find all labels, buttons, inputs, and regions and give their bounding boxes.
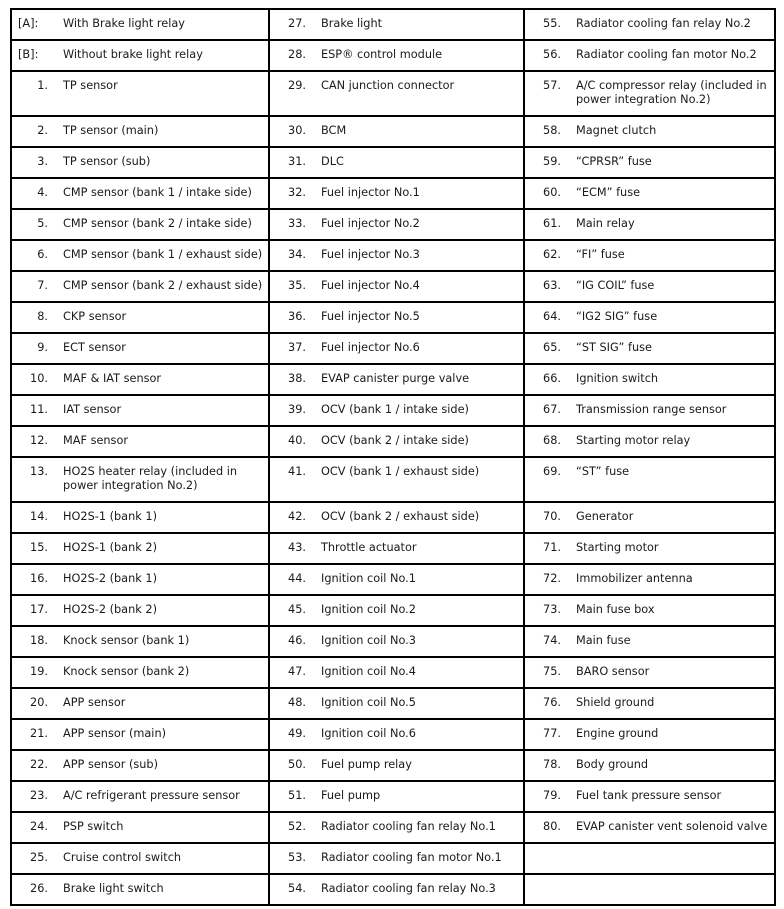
item-number: 40. bbox=[288, 434, 306, 447]
legend-cell bbox=[524, 688, 775, 719]
item-description: Generator bbox=[576, 510, 634, 523]
item-number: 39. bbox=[288, 403, 306, 416]
item-description: Radiator cooling fan relay No.3 bbox=[321, 882, 496, 895]
item-description: Throttle actuator bbox=[321, 541, 417, 554]
item-description: Ignition switch bbox=[576, 372, 659, 385]
item-description: Radiator cooling fan motor No.2 bbox=[576, 48, 757, 61]
item-number: 16. bbox=[30, 572, 48, 585]
legend-cell bbox=[524, 781, 775, 812]
item-number: 67. bbox=[543, 403, 561, 416]
item-number: 14. bbox=[30, 510, 48, 523]
item-description: EVAP canister vent solenoid valve bbox=[576, 820, 768, 833]
legend-cell bbox=[269, 333, 524, 364]
item-description: Transmission range sensor bbox=[576, 403, 727, 416]
item-description: MAF & IAT sensor bbox=[63, 372, 162, 385]
item-number: 37. bbox=[288, 341, 306, 354]
legend-cell bbox=[269, 533, 524, 564]
legend-cell bbox=[269, 71, 524, 116]
legend-cell bbox=[524, 812, 775, 843]
item-number: 7. bbox=[37, 279, 48, 292]
legend-cell bbox=[269, 750, 524, 781]
item-description: TP sensor (main) bbox=[63, 124, 159, 137]
item-number: 5. bbox=[37, 217, 48, 230]
legend-cell bbox=[524, 147, 775, 178]
item-number: [B]: bbox=[18, 48, 39, 61]
item-description: Main fuse bbox=[576, 634, 631, 647]
item-number: 43. bbox=[288, 541, 306, 554]
legend-cell bbox=[524, 302, 775, 333]
item-number: 32. bbox=[288, 186, 306, 199]
item-description: Brake light bbox=[321, 17, 383, 30]
legend-cell bbox=[11, 395, 269, 426]
item-description: Starting motor bbox=[576, 541, 659, 554]
item-number: 47. bbox=[288, 665, 306, 678]
legend-cell bbox=[269, 812, 524, 843]
item-number: 38. bbox=[288, 372, 306, 385]
item-description: CMP sensor (bank 2 / exhaust side) bbox=[63, 279, 263, 292]
item-number: [A]: bbox=[18, 17, 39, 30]
item-number: 55. bbox=[543, 17, 561, 30]
item-description: Ignition coil No.5 bbox=[321, 696, 416, 709]
item-description: Magnet clutch bbox=[576, 124, 657, 137]
legend-cell bbox=[269, 178, 524, 209]
item-number: 34. bbox=[288, 248, 306, 261]
legend-cell bbox=[11, 9, 269, 40]
item-description: Fuel injector No.2 bbox=[321, 217, 420, 230]
legend-cell bbox=[269, 240, 524, 271]
item-number: 59. bbox=[543, 155, 561, 168]
legend-cell bbox=[11, 750, 269, 781]
item-description: Fuel pump bbox=[321, 789, 381, 802]
legend-cell bbox=[269, 395, 524, 426]
item-number: 65. bbox=[543, 341, 561, 354]
item-description: Shield ground bbox=[576, 696, 655, 709]
legend-cell bbox=[524, 40, 775, 71]
legend-cell bbox=[524, 395, 775, 426]
legend-row bbox=[11, 147, 775, 178]
item-description: Fuel injector No.6 bbox=[321, 341, 420, 354]
legend-row bbox=[11, 812, 775, 843]
legend-cell bbox=[11, 364, 269, 395]
item-description: “IG COIL” fuse bbox=[576, 279, 655, 292]
legend-row bbox=[11, 9, 775, 40]
item-number: 53. bbox=[288, 851, 306, 864]
item-description: Engine ground bbox=[576, 727, 659, 740]
legend-cell bbox=[269, 688, 524, 719]
item-number: 58. bbox=[543, 124, 561, 137]
item-description: Brake light switch bbox=[63, 882, 164, 895]
item-number: 73. bbox=[543, 603, 561, 616]
item-number: 26. bbox=[30, 882, 48, 895]
legend-row bbox=[11, 364, 775, 395]
legend-cell bbox=[269, 502, 524, 533]
legend-row bbox=[11, 626, 775, 657]
item-description: Main relay bbox=[576, 217, 635, 230]
item-number: 12. bbox=[30, 434, 48, 447]
item-number: 13. bbox=[30, 465, 48, 478]
item-number: 4. bbox=[37, 186, 48, 199]
item-description: With Brake light relay bbox=[63, 17, 185, 30]
item-description: APP sensor (sub) bbox=[63, 758, 159, 771]
legend-cell bbox=[269, 302, 524, 333]
item-number: 71. bbox=[543, 541, 561, 554]
legend-cell bbox=[524, 333, 775, 364]
item-description: “ST SIG” fuse bbox=[576, 341, 652, 354]
legend-row bbox=[11, 178, 775, 209]
legend-cell bbox=[11, 533, 269, 564]
legend-cell bbox=[524, 271, 775, 302]
legend-row bbox=[11, 750, 775, 781]
legend-cell bbox=[524, 657, 775, 688]
item-number: 21. bbox=[30, 727, 48, 740]
item-number: 17. bbox=[30, 603, 48, 616]
item-description: CKP sensor bbox=[63, 310, 127, 323]
legend-cell bbox=[269, 147, 524, 178]
item-description: TP sensor (sub) bbox=[63, 155, 151, 168]
item-description: BCM bbox=[321, 124, 347, 137]
item-number: 49. bbox=[288, 727, 306, 740]
item-number: 31. bbox=[288, 155, 306, 168]
legend-cell bbox=[11, 271, 269, 302]
legend-cell bbox=[269, 719, 524, 750]
legend-cell bbox=[269, 116, 524, 147]
item-description: HO2S heater relay (included in power integration No.2) bbox=[63, 465, 238, 492]
item-description: OCV (bank 2 / intake side) bbox=[321, 434, 469, 447]
item-description: CMP sensor (bank 2 / intake side) bbox=[63, 217, 252, 230]
legend-row bbox=[11, 781, 775, 812]
item-number: 2. bbox=[37, 124, 48, 137]
item-description: Fuel pump relay bbox=[321, 758, 412, 771]
item-description: HO2S-1 (bank 1) bbox=[63, 510, 157, 523]
legend-cell bbox=[524, 209, 775, 240]
legend-row bbox=[11, 395, 775, 426]
item-number: 51. bbox=[288, 789, 306, 802]
legend-row bbox=[11, 843, 775, 874]
item-number: 74. bbox=[543, 634, 561, 647]
item-number: 22. bbox=[30, 758, 48, 771]
legend-cell bbox=[269, 781, 524, 812]
legend-cell bbox=[11, 426, 269, 457]
item-description: MAF sensor bbox=[63, 434, 129, 447]
item-number: 75. bbox=[543, 665, 561, 678]
legend-cell bbox=[524, 564, 775, 595]
legend-cell bbox=[11, 812, 269, 843]
legend-cell bbox=[524, 750, 775, 781]
legend-cell bbox=[269, 40, 524, 71]
item-description: TP sensor bbox=[63, 79, 118, 92]
item-number: 9. bbox=[37, 341, 48, 354]
legend-cell bbox=[269, 9, 524, 40]
item-number: 48. bbox=[288, 696, 306, 709]
item-number: 1. bbox=[37, 79, 48, 92]
legend-cell bbox=[11, 719, 269, 750]
item-number: 76. bbox=[543, 696, 561, 709]
legend-cell bbox=[11, 147, 269, 178]
item-number: 23. bbox=[30, 789, 48, 802]
legend-cell bbox=[524, 843, 775, 874]
item-number: 50. bbox=[288, 758, 306, 771]
legend-cell bbox=[11, 843, 269, 874]
item-description: Fuel injector No.4 bbox=[321, 279, 420, 292]
item-number: 29. bbox=[288, 79, 306, 92]
legend-cell bbox=[524, 9, 775, 40]
item-number: 8. bbox=[37, 310, 48, 323]
item-number: 10. bbox=[30, 372, 48, 385]
item-number: 24. bbox=[30, 820, 48, 833]
legend-cell bbox=[11, 333, 269, 364]
item-description: HO2S-2 (bank 1) bbox=[63, 572, 157, 585]
legend-row bbox=[11, 271, 775, 302]
legend-cell bbox=[11, 457, 269, 502]
legend-row bbox=[11, 595, 775, 626]
item-number: 19. bbox=[30, 665, 48, 678]
legend-cell bbox=[11, 40, 269, 71]
item-number: 27. bbox=[288, 17, 306, 30]
legend-cell bbox=[524, 502, 775, 533]
legend-cell bbox=[11, 116, 269, 147]
item-number: 36. bbox=[288, 310, 306, 323]
item-description: Cruise control switch bbox=[63, 851, 182, 864]
legend-cell bbox=[524, 719, 775, 750]
item-description: Ignition coil No.1 bbox=[321, 572, 416, 585]
item-description: Starting motor relay bbox=[576, 434, 691, 447]
item-description: A/C refrigerant pressure sensor bbox=[63, 789, 240, 802]
item-description: Radiator cooling fan relay No.2 bbox=[576, 17, 751, 30]
legend-cell bbox=[11, 874, 269, 905]
item-number: 42. bbox=[288, 510, 306, 523]
item-number: 33. bbox=[288, 217, 306, 230]
item-number: 41. bbox=[288, 465, 306, 478]
legend-cell bbox=[524, 874, 775, 905]
legend-row bbox=[11, 116, 775, 147]
legend-cell bbox=[524, 426, 775, 457]
legend-row bbox=[11, 40, 775, 71]
legend-cell bbox=[269, 874, 524, 905]
item-description: Fuel injector No.3 bbox=[321, 248, 420, 261]
item-description: Ignition coil No.3 bbox=[321, 634, 416, 647]
item-number: 25. bbox=[30, 851, 48, 864]
item-description: BARO sensor bbox=[576, 665, 650, 678]
legend-cell bbox=[269, 626, 524, 657]
item-number: 35. bbox=[288, 279, 306, 292]
legend-body bbox=[11, 9, 775, 905]
legend-row bbox=[11, 719, 775, 750]
item-number: 18. bbox=[30, 634, 48, 647]
item-description: Fuel injector No.1 bbox=[321, 186, 420, 199]
item-number: 80. bbox=[543, 820, 561, 833]
legend-cell bbox=[11, 71, 269, 116]
item-description: “CPRSR” fuse bbox=[576, 155, 652, 168]
item-description: Ignition coil No.2 bbox=[321, 603, 416, 616]
legend-row bbox=[11, 564, 775, 595]
item-description: Ignition coil No.6 bbox=[321, 727, 416, 740]
legend-row bbox=[11, 302, 775, 333]
item-number: 46. bbox=[288, 634, 306, 647]
item-description: DLC bbox=[321, 155, 344, 168]
item-description: A/C compressor relay (included in power integration No.2) bbox=[576, 79, 767, 106]
item-number: 79. bbox=[543, 789, 561, 802]
item-description: PSP switch bbox=[63, 820, 124, 833]
item-description: HO2S-2 (bank 2) bbox=[63, 603, 157, 616]
item-description: “FI” fuse bbox=[576, 248, 625, 261]
item-description: Knock sensor (bank 2) bbox=[63, 665, 190, 678]
item-description: CAN junction connector bbox=[321, 79, 455, 92]
item-description: CMP sensor (bank 1 / intake side) bbox=[63, 186, 252, 199]
item-description: EVAP canister purge valve bbox=[321, 372, 470, 385]
legend-cell bbox=[269, 426, 524, 457]
item-description: “IG2 SIG” fuse bbox=[576, 310, 658, 323]
item-description: APP sensor (main) bbox=[63, 727, 167, 740]
legend-cell bbox=[11, 564, 269, 595]
item-number: 72. bbox=[543, 572, 561, 585]
legend-cell bbox=[524, 71, 775, 116]
item-number: 20. bbox=[30, 696, 48, 709]
item-number: 45. bbox=[288, 603, 306, 616]
item-description: HO2S-1 (bank 2) bbox=[63, 541, 157, 554]
item-description: CMP sensor (bank 1 / exhaust side) bbox=[63, 248, 263, 261]
legend-cell bbox=[11, 240, 269, 271]
item-number: 60. bbox=[543, 186, 561, 199]
legend-cell bbox=[11, 626, 269, 657]
item-number: 66. bbox=[543, 372, 561, 385]
legend-row bbox=[11, 533, 775, 564]
legend-cell bbox=[11, 209, 269, 240]
legend-cell bbox=[269, 364, 524, 395]
legend-cell bbox=[524, 595, 775, 626]
item-number: 62. bbox=[543, 248, 561, 261]
legend-row bbox=[11, 502, 775, 533]
item-number: 70. bbox=[543, 510, 561, 523]
legend-cell bbox=[269, 595, 524, 626]
item-number: 69. bbox=[543, 465, 561, 478]
item-description: Without brake light relay bbox=[63, 48, 203, 61]
legend-row bbox=[11, 209, 775, 240]
item-description: Fuel injector No.5 bbox=[321, 310, 420, 323]
legend-cell bbox=[269, 209, 524, 240]
legend-row bbox=[11, 457, 775, 502]
item-description: Immobilizer antenna bbox=[576, 572, 693, 585]
legend-cell bbox=[524, 116, 775, 147]
legend-cell bbox=[524, 240, 775, 271]
legend-cell bbox=[11, 781, 269, 812]
item-number: 77. bbox=[543, 727, 561, 740]
item-description: Radiator cooling fan motor No.1 bbox=[321, 851, 502, 864]
legend-row bbox=[11, 240, 775, 271]
item-number: 11. bbox=[30, 403, 48, 416]
legend-cell bbox=[11, 502, 269, 533]
legend-cell bbox=[11, 302, 269, 333]
item-number: 78. bbox=[543, 758, 561, 771]
item-number: 56. bbox=[543, 48, 561, 61]
item-description: APP sensor bbox=[63, 696, 126, 709]
item-description: ESP® control module bbox=[321, 48, 443, 61]
legend-cell bbox=[524, 533, 775, 564]
legend-cell bbox=[11, 595, 269, 626]
item-number: 52. bbox=[288, 820, 306, 833]
legend-row bbox=[11, 657, 775, 688]
legend-cell bbox=[11, 657, 269, 688]
item-description: ECT sensor bbox=[63, 341, 126, 354]
legend-row bbox=[11, 426, 775, 457]
item-number: 30. bbox=[288, 124, 306, 137]
legend-cell bbox=[11, 688, 269, 719]
item-number: 63. bbox=[543, 279, 561, 292]
item-description: Fuel tank pressure sensor bbox=[576, 789, 722, 802]
legend-cell bbox=[269, 657, 524, 688]
item-description: OCV (bank 1 / exhaust side) bbox=[321, 465, 480, 478]
legend-row bbox=[11, 71, 775, 116]
item-description: IAT sensor bbox=[63, 403, 122, 416]
item-description: Main fuse box bbox=[576, 603, 655, 616]
component-legend-table bbox=[10, 8, 776, 906]
legend-row bbox=[11, 688, 775, 719]
item-number: 44. bbox=[288, 572, 306, 585]
item-description: OCV (bank 1 / intake side) bbox=[321, 403, 469, 416]
legend-cell bbox=[524, 626, 775, 657]
item-number: 61. bbox=[543, 217, 561, 230]
legend-cell bbox=[524, 178, 775, 209]
item-description: Ignition coil No.4 bbox=[321, 665, 416, 678]
item-description: “ECM” fuse bbox=[576, 186, 641, 199]
item-description: OCV (bank 2 / exhaust side) bbox=[321, 510, 480, 523]
legend-cell bbox=[269, 457, 524, 502]
legend-cell bbox=[524, 457, 775, 502]
legend-cell bbox=[269, 564, 524, 595]
item-number: 54. bbox=[288, 882, 306, 895]
item-number: 28. bbox=[288, 48, 306, 61]
item-description: Radiator cooling fan relay No.1 bbox=[321, 820, 496, 833]
item-number: 57. bbox=[543, 79, 561, 92]
item-number: 64. bbox=[543, 310, 561, 323]
item-number: 68. bbox=[543, 434, 561, 447]
legend-row bbox=[11, 874, 775, 905]
legend-cell bbox=[269, 843, 524, 874]
legend-cell bbox=[269, 271, 524, 302]
item-description: Body ground bbox=[576, 758, 649, 771]
item-description: Knock sensor (bank 1) bbox=[63, 634, 190, 647]
item-number: 6. bbox=[37, 248, 48, 261]
legend-row bbox=[11, 333, 775, 364]
item-description: “ST” fuse bbox=[576, 465, 630, 478]
legend-cell bbox=[11, 178, 269, 209]
item-number: 15. bbox=[30, 541, 48, 554]
legend-cell bbox=[524, 364, 775, 395]
item-number: 3. bbox=[37, 155, 48, 168]
